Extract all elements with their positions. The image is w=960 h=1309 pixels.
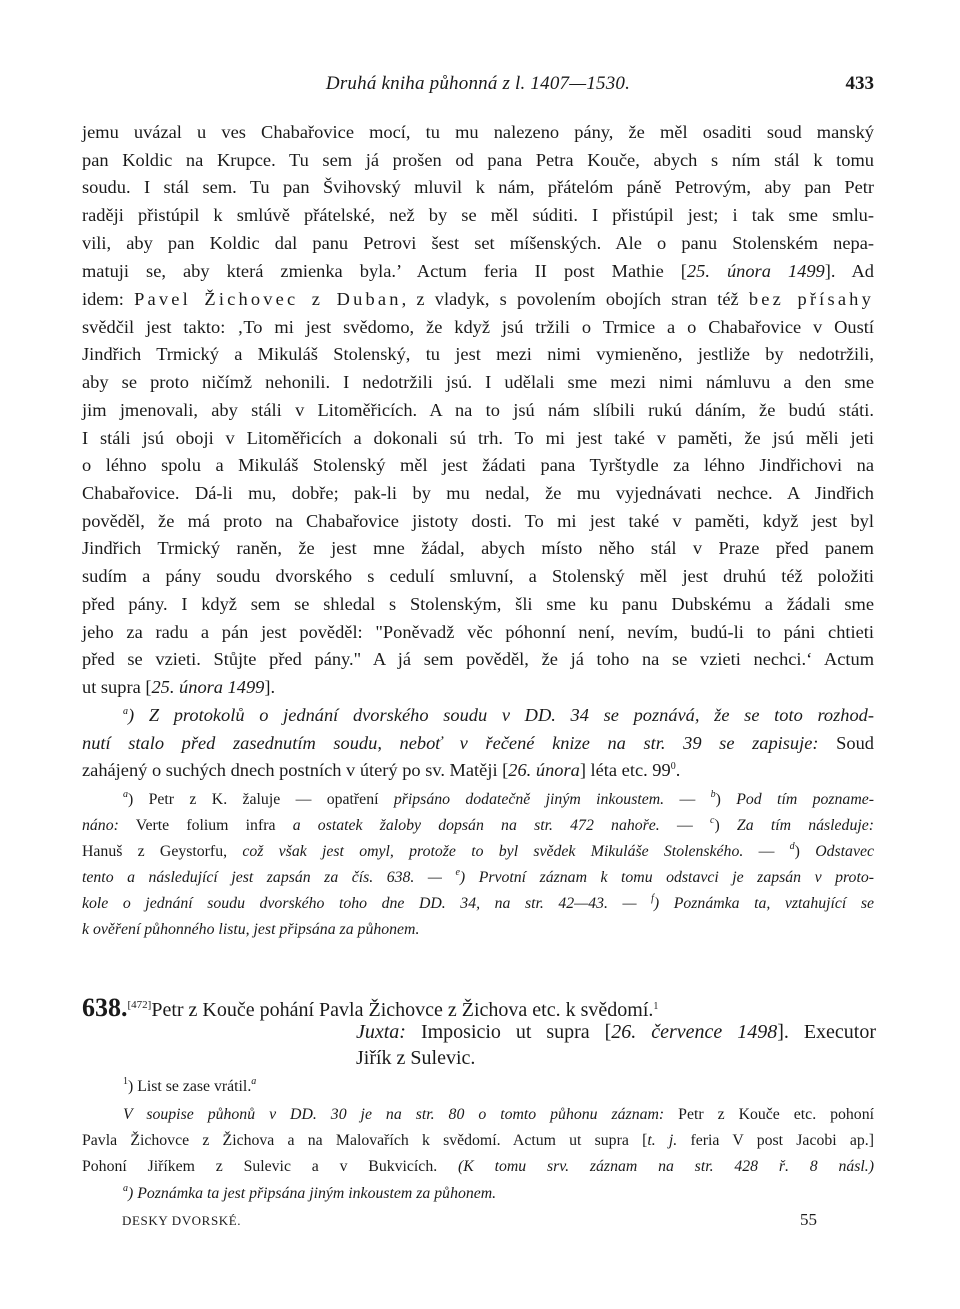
text-span: . [675, 760, 681, 780]
running-title: Druhá kniha půhonná z l. 1407—1530. [325, 73, 631, 94]
text-span: Pavla Žichovce z Žichova a na Malovařích k svědomí. Actum ut supra [ [82, 1132, 648, 1149]
text-span: Ad [851, 261, 874, 281]
text-span: ]. [824, 261, 836, 281]
footer-signature: DESKY DVORSKÉ. [122, 1213, 242, 1228]
text-span: Petr z Kouče etc. pohoní [678, 1106, 874, 1123]
text-span: — [622, 895, 637, 912]
date-note: 26. července 1498 [611, 1021, 778, 1043]
footnote-line [82, 1155, 874, 1179]
page-number: 433 [845, 73, 874, 94]
text-line [82, 259, 874, 283]
text-span: ] léta etc. 99 [579, 760, 671, 780]
editorial-note-line [82, 758, 874, 782]
text-span: náno: [82, 817, 119, 834]
text-line: soudu. I stál sem. Tu pan Švihovský mluvil k nám, přátelóm páně Petrovým, aby pan Petr [82, 177, 874, 197]
juxta-line: Jiřík z Sulevic. [356, 1047, 476, 1069]
date-note: 26. února [508, 760, 580, 780]
note-mark: a [123, 706, 128, 717]
text-line: Jindřich Trmický raněn, že jest mne žádal, abych místo něho stál v Praze před panem [82, 538, 874, 558]
text-line: sudím a pány soudu dvorského s cedulí smluvní, a Stolenský měl jest druhú též položiti [82, 566, 874, 586]
text-line: svědčil jest takto: ‚To mi jest svědomo, že když jsú tržili o Trmice a o Chabařovice v Oustí [82, 317, 874, 337]
text-span: kole o jednání soudu dvorského toho dne DD. 34, na str. 42—43. [82, 895, 608, 912]
text-span: List se zase vrátil. [137, 1078, 252, 1095]
note-ref: 1 [653, 1001, 659, 1012]
footnote-line: k ověření půhonného listu, jest připsána za půhonem. [82, 921, 420, 938]
text-span: Pod tím poznamе- [736, 791, 875, 808]
note-mark: a [123, 1183, 128, 1194]
footer-sheet-number: 55 [800, 1210, 817, 1229]
text-span: Odstavec [815, 843, 874, 860]
footnote-line: $^1$) List se zase vrátil.$^a$ [123, 1076, 257, 1095]
text-span: nutí stalo před zasednutím soudu, neboť v řečené knize na str. 39 se zapisuje: [82, 733, 819, 753]
text-line: raději přistúpil k smlúvě přátelské, než by se měl súditi. I přistúpil jest; i tak sme smlu- [82, 205, 874, 225]
text-span: Z protokolů o jednání dvorského soudu v DD. 34 se poznává, že se toto rozhod- [148, 705, 874, 725]
superscript: 0 [670, 761, 676, 772]
footnote-line: tento a následující jest zapsán za čís. 638. — $^e$) Prvotní záznam k tomu odstavci je zapsán v proto- [82, 867, 874, 886]
text-line: Chabařovice. Dá-li mu, dobře; pak-li by mu nedal, že mu vyjednávati nechce. A Jindřich [82, 483, 874, 503]
text-span: Soud [836, 733, 874, 753]
juxta-label: Juxta: [356, 1021, 406, 1043]
footnote-line: náno: Verte folium infra a ostatek žaloby dopsán na str. 472 nahoře. — $^c$) Za tím následuje: [82, 815, 875, 834]
text-span: Pohoní Jiříkem z Sulevic a v Bukvicích. [82, 1158, 438, 1175]
text-line: jemu uvázal u ves Chabařovice mocí, tu mu nalezeno pány, že měl osaditi soud manský [82, 122, 874, 142]
text-span: Poznámka ta jest připsána jiným inkoustem za půhonem. [137, 1185, 497, 1202]
text-span: ]. Executor [777, 1021, 877, 1043]
text-span: Imposicio ut supra [ [420, 1021, 612, 1043]
spaced-name: Pavel Žichovec z Duban [134, 289, 402, 309]
footnote-line [82, 1129, 874, 1153]
text-span: a ostatek žaloby dopsán na str. 472 nahoře. [292, 817, 660, 834]
text-span: Prvotní záznam k tomu odstavci je zapsán v proto- [478, 869, 874, 886]
text-span: — [676, 817, 693, 834]
text-line: jim jmenovali, aby stáli v Litoměřicích. A na to jsú nám slíbili rukú dáním, že budú státi. [82, 400, 874, 420]
page-header [82, 73, 874, 101]
folio-ref: [472] [127, 999, 152, 1011]
text-span: Verte folium infra [135, 817, 276, 834]
text-span: Hanuš z Geystorfu, [82, 843, 228, 860]
text-line [82, 287, 874, 311]
text-span: idem: [82, 289, 124, 309]
text-span: , z vladyk, s povolením obojích stran též [401, 289, 739, 309]
text-span: matuji se, aby která zmienka byla.’ Actum feria II post Mathie [ [82, 261, 687, 281]
juxta-line [356, 1019, 876, 1045]
text-span: feria V post Jacobi ap.] [690, 1132, 874, 1149]
note-mark: a [251, 1076, 257, 1087]
date-note: 25. února 1499 [151, 677, 265, 697]
text-span: Za tím následuje: [736, 817, 875, 834]
footnote-line: Hanuš z Geystorfu, což však jest omyl, protože to byl svědek Mikuláše Stolenského. — $^d$) Odstavec [82, 841, 874, 860]
entry-number: 638. [82, 993, 128, 1022]
footnote-line: $^a$) Petr z K. žaluje — opatření připsáno dodatečně jiným inkoustem. — $^b$) Pod tím poznamе- [123, 789, 875, 808]
entry-title: Petr z Kouče pohání Pavla Žichovce z Žichova etc. k svědomí. [151, 999, 654, 1021]
text-line [82, 675, 874, 699]
text-span: připsáno dodatečně jiným inkoustem. [393, 791, 665, 808]
editorial-note: $^a$) Z protokolů o jednání dvorského soudu v DD. 34 se poznává, že se toto rozhod- [123, 705, 874, 725]
note-mark: 1 [123, 1076, 128, 1087]
text-span: — [758, 843, 775, 860]
text-span: t. j. [647, 1132, 678, 1149]
text-span: ut supra [ [82, 677, 152, 697]
text-line: vili, aby pan Koldic dal panu Petrovi šest set míšenských. Ale o panu Stolenském nepa- [82, 233, 874, 253]
text-line: před pány. I když sem se shledal s Stolenským, šli sme ku panu Dubskému a žádali sme [82, 594, 874, 614]
text-span: což však jest omyl, protože to byl svědek Mikuláše Stolenského. [242, 843, 744, 860]
text-span: V soupise půhonů v DD. 30 je na str. 80 o tomto půhonu záznam: [123, 1106, 665, 1123]
text-span: Poznámka ta, vztahující se [673, 895, 875, 912]
text-line: Jindřich Trmický a Mikuláš Stolenský, tu jest mezi nimi vymieněno, jestliže by nedotržili, [82, 344, 874, 364]
text-line: jeho za radu a pán jest pověděl: "Poněvadž věc póhonní není, nevím, budú-li to páni chtieti [82, 622, 874, 642]
text-line: před se vzieti. Stůjte před pány." A já sem pověděl, že já toho na se vzieti nechci.‘ Actum [82, 649, 874, 669]
text-line: o léhno spolu a Mikuláš Stolenský měl jest žádati pana Tyrštydle za léhno Jindřichovi na [82, 455, 874, 475]
text-span: ]. [264, 677, 276, 697]
footnote-line: kole o jednání soudu dvorského toho dne DD. 34, na str. 42—43. — $^f$) Poznámka ta, vztahující se [82, 893, 875, 912]
text-line: pověděl, že má proto na Chabařovice jistoty dosti. To mi jest také v paměti, když jest byl [82, 511, 874, 531]
footnote-line: $^a$) Poznámka ta jest připsána jiným inkoustem za půhonem. [123, 1183, 497, 1202]
text-span: tento a následující jest zapsán za čís. 638. [82, 869, 415, 886]
spaced-phrase: bez přísahy [748, 289, 874, 309]
date-note: 25. února 1499 [686, 261, 825, 281]
editorial-note-line [82, 731, 874, 755]
text-span: Petr z K. žaluje — opatření [148, 791, 379, 808]
text-span: — [679, 791, 696, 808]
text-line: I stáli jsú oboji v Litoměřicích a dokonali sú trh. To mi jest také v paměti, že jsú měli jeti [82, 428, 874, 448]
text-span: zahájený o suchých dnech postních v úterý po sv. Matěji [ [82, 760, 509, 780]
text-line: pan Koldic na Krupce. Tu sem já prošen od pana Petra Kouče, abych s ním stál k tomu [82, 150, 874, 170]
text-span: — [427, 869, 442, 886]
footnote-line [123, 1103, 874, 1127]
text-span: (K tomu srv. záznam na str. 428 ř. 8 násl.) [457, 1158, 875, 1175]
text-line: aby se proto ničímž nehonili. I nedotržili jsú. I udělali sme mezi nimi námluvu a den sme [82, 372, 874, 392]
